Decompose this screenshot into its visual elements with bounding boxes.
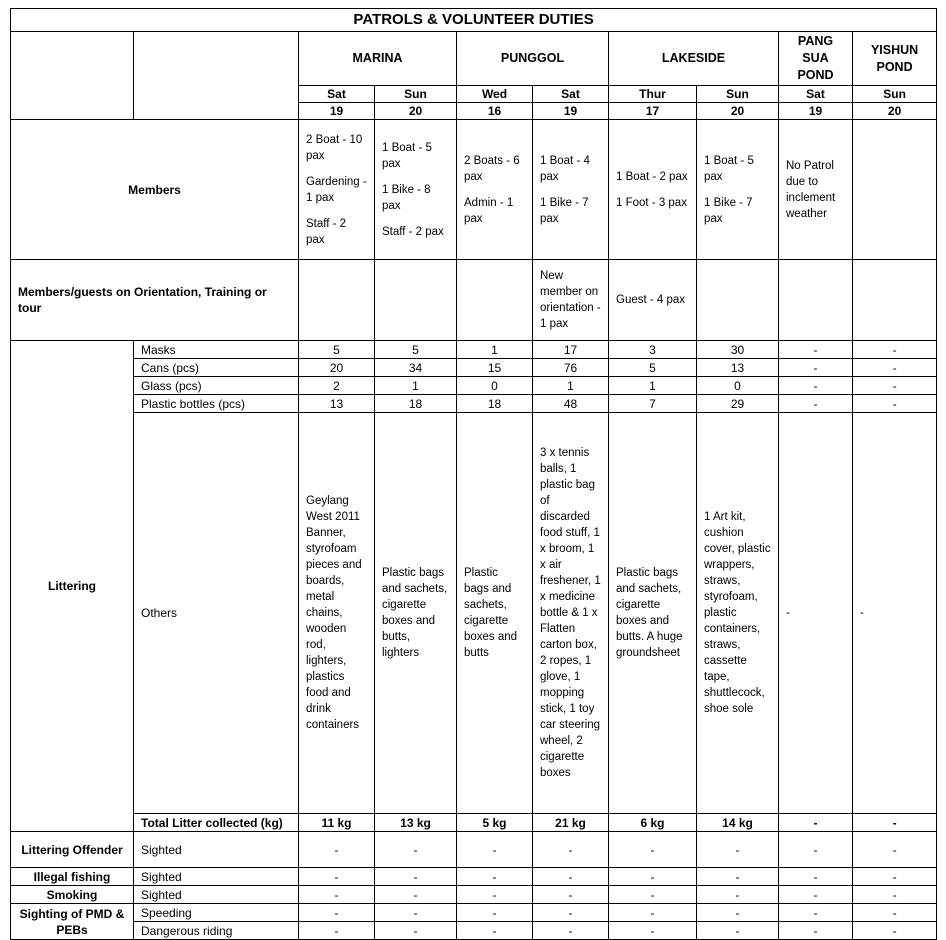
littering-offender-sub-label: Sighted [134,832,299,868]
litter-item-label: Masks [134,341,299,359]
members-line: 1 Boat - 5 pax [704,154,754,183]
members-line: No Patrol due to inclement weather [786,159,836,220]
smoking-value: - [375,886,457,904]
date-header: 19 [533,103,609,120]
pmd-value: - [457,922,533,940]
members-line: 1 Boat - 5 pax [382,141,432,170]
orientation-cell: Guest - 4 pax [609,260,697,341]
members-line: 2 Boats - 6 pax [464,154,520,183]
total-litter-value: 21 kg [533,814,609,832]
date-header: 16 [457,103,533,120]
smoking-value: - [779,886,853,904]
location-lakeside: LAKESIDE [609,32,779,86]
litter-count: 2 [299,377,375,395]
location-punggol: PUNGGOL [457,32,609,86]
pmd-value: - [533,904,609,922]
total-litter-value: 6 kg [609,814,697,832]
pmd-value: - [853,904,937,922]
date-header: 19 [299,103,375,120]
date-header: 19 [779,103,853,120]
pmd-value: - [299,922,375,940]
litter-count: 7 [609,395,697,413]
orientation-cell [697,260,779,341]
litter-count: - [853,341,937,359]
members-line: Admin - 1 pax [464,196,514,225]
litter-count: 17 [533,341,609,359]
litter-others-label: Others [134,413,299,814]
day-header: Sun [375,86,457,103]
pmd-value: - [779,904,853,922]
illegal-fishing-value: - [779,868,853,886]
total-litter-label: Total Litter collected (kg) [134,814,299,832]
patrols-table [10,8,937,940]
littering-offender-value: - [697,832,779,868]
litter-count: 5 [609,359,697,377]
illegal-fishing-value: - [609,868,697,886]
members-cell [609,120,697,260]
litter-count: 0 [697,377,779,395]
litter-count: 13 [299,395,375,413]
littering-offender-value: - [533,832,609,868]
litter-count: 30 [697,341,779,359]
smoking-value: - [609,886,697,904]
smoking-sub-label: Sighted [134,886,299,904]
litter-count: 18 [457,395,533,413]
pmd-value: - [375,904,457,922]
illegal-fishing-value: - [853,868,937,886]
members-cell [457,120,533,260]
pmd-value: - [299,904,375,922]
pmd-value: - [609,904,697,922]
members-cell [375,120,457,260]
littering-offender-value: - [299,832,375,868]
litter-others-cell: 1 Art kit, cushion cover, plastic wrappers, straws, styrofoam, plastic containers, straws, cassette tape, shuttlecock, shoe sole [697,413,779,814]
smoking-value: - [533,886,609,904]
illegal-fishing-value: - [533,868,609,886]
members-cell [533,120,609,260]
members-line: 1 Bike - 7 pax [704,196,753,225]
litter-count: 34 [375,359,457,377]
litter-count: 76 [533,359,609,377]
litter-count: 48 [533,395,609,413]
littering-label: Littering [11,341,134,832]
day-header: Thur [609,86,697,103]
littering-offender-value: - [779,832,853,868]
pmd-value: - [697,904,779,922]
litter-count: - [853,395,937,413]
total-litter-value: 13 kg [375,814,457,832]
members-line: 1 Bike - 7 pax [540,196,589,225]
illegal-fishing-value: - [299,868,375,886]
members-line: 2 Boat - 10 pax [306,133,363,162]
litter-count: 1 [375,377,457,395]
members-line: 1 Bike - 8 pax [382,183,431,212]
members-line: 1 Boat - 2 pax [616,170,688,183]
pmd-value: - [609,922,697,940]
litter-item-label: Cans (pcs) [134,359,299,377]
litter-count: 0 [457,377,533,395]
litter-others-cell: Plastic bags and sachets, cigarette boxes and butts [457,413,533,814]
header-blank-1 [11,32,134,120]
members-line: Staff - 2 pax [306,217,347,246]
litter-count: - [779,359,853,377]
littering-offender-value: - [853,832,937,868]
date-header: 20 [853,103,937,120]
litter-count: 1 [533,377,609,395]
day-header: Wed [457,86,533,103]
pmd-value: - [533,922,609,940]
pmd-label: Sighting of PMD & PEBs [11,904,134,940]
orientation-cell [457,260,533,341]
smoking-label: Smoking [11,886,134,904]
pmd-value: - [697,922,779,940]
litter-item-label: Glass (pcs) [134,377,299,395]
littering-offender-value: - [609,832,697,868]
litter-count: 3 [609,341,697,359]
orientation-cell [299,260,375,341]
litter-count: 1 [457,341,533,359]
litter-count: 18 [375,395,457,413]
members-cell [299,120,375,260]
litter-others-cell: 3 x tennis balls, 1 plastic bag of discarded food stuff, 1 x broom, 1 x air freshener, 1 x medicine bottle & 1 x Flatten carton box, 2 ropes, 1 glove, 1 mopping stick, 1 toy car steering wheel, 2 cigarette boxes [533,413,609,814]
location-pang-sua-pond: PANG SUA POND [779,32,853,86]
illegal-fishing-sub-label: Sighted [134,868,299,886]
litter-count: 20 [299,359,375,377]
litter-others-cell: - [853,413,937,814]
members-line: Gardening - 1 pax [306,175,367,204]
members-label: Members [11,120,299,260]
litter-count: 29 [697,395,779,413]
members-cell [779,120,853,260]
pmd-sub-label: Dangerous riding [134,922,299,940]
littering-offender-label: Littering Offender [11,832,134,868]
date-header: 20 [375,103,457,120]
day-header: Sun [853,86,937,103]
smoking-value: - [299,886,375,904]
illegal-fishing-value: - [457,868,533,886]
pmd-value: - [457,904,533,922]
total-litter-value: 11 kg [299,814,375,832]
pmd-value: - [375,922,457,940]
total-litter-value: 14 kg [697,814,779,832]
littering-offender-value: - [375,832,457,868]
orientation-label: Members/guests on Orientation, Training or tour [11,260,299,341]
total-litter-value: 5 kg [457,814,533,832]
pmd-value: - [779,922,853,940]
total-litter-value: - [779,814,853,832]
illegal-fishing-label: Illegal fishing [11,868,134,886]
orientation-cell [779,260,853,341]
litter-others-cell: Plastic bags and sachets, cigarette boxes and butts. A huge groundsheet [609,413,697,814]
litter-count: 5 [299,341,375,359]
smoking-value: - [697,886,779,904]
litter-count: - [853,359,937,377]
litter-count: - [779,395,853,413]
orientation-cell [853,260,937,341]
date-header: 20 [697,103,779,120]
litter-count: - [779,341,853,359]
illegal-fishing-value: - [375,868,457,886]
day-header: Sat [779,86,853,103]
litter-count: 5 [375,341,457,359]
illegal-fishing-value: - [697,868,779,886]
members-line: 1 Boat - 4 pax [540,154,590,183]
header-blank-2 [134,32,299,120]
littering-offender-value: - [457,832,533,868]
litter-count: 13 [697,359,779,377]
litter-count: 1 [609,377,697,395]
litter-others-cell: - [779,413,853,814]
page-title: PATROLS & VOLUNTEER DUTIES [11,9,937,32]
smoking-value: - [853,886,937,904]
smoking-value: - [457,886,533,904]
litter-count: - [779,377,853,395]
day-header: Sat [533,86,609,103]
members-cell [853,120,937,260]
pmd-value: - [853,922,937,940]
members-line: 1 Foot - 3 pax [616,196,687,209]
location-yishun-pond: YISHUN POND [853,32,937,86]
litter-count: 15 [457,359,533,377]
orientation-cell [375,260,457,341]
members-cell [697,120,779,260]
day-header: Sat [299,86,375,103]
orientation-cell: New member on orientation - 1 pax [533,260,609,341]
pmd-sub-label: Speeding [134,904,299,922]
day-header: Sun [697,86,779,103]
litter-count: - [853,377,937,395]
litter-item-label: Plastic bottles (pcs) [134,395,299,413]
litter-others-cell: Plastic bags and sachets, cigarette boxes and butts, lighters [375,413,457,814]
location-marina: MARINA [299,32,457,86]
date-header: 17 [609,103,697,120]
litter-others-cell: Geylang West 2011 Banner, styrofoam pieces and boards, metal chains, wooden rod, lighters, plastics food and drink containers [299,413,375,814]
total-litter-value: - [853,814,937,832]
members-line: Staff - 2 pax [382,225,444,238]
